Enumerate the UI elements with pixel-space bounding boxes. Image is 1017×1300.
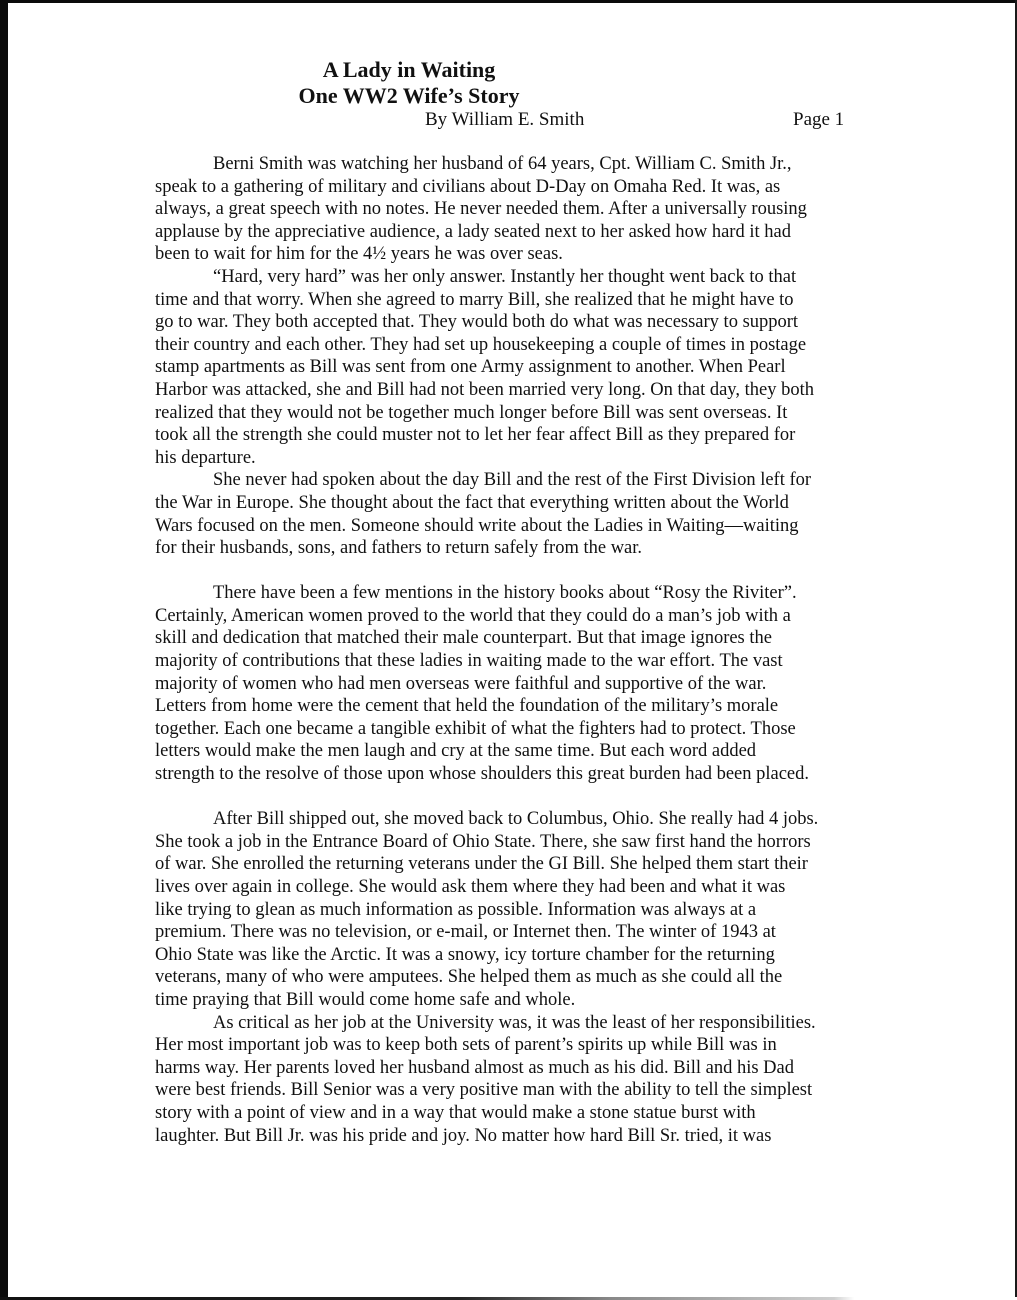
text-line: skill and dedication that matched their male counterpart. But that image ignores the <box>155 628 772 649</box>
text-line: the War in Europe. She thought about the fact that everything written about the World <box>155 492 789 513</box>
text-line: majority of contributions that these ladies in waiting made to the war effort. The vast <box>155 651 783 672</box>
text-line: Her most important job was to keep both sets of parent’s spirits up while Bill was in <box>155 1035 777 1056</box>
paragraph <box>155 266 867 469</box>
text-line: As critical as her job at the University was, it was the least of her responsibilities. <box>213 1012 816 1033</box>
author-byline: By William E. Smith <box>425 109 585 130</box>
text-line: harms way. Her parents loved her husband almost as much as his did. Bill and his Dad <box>155 1057 794 1078</box>
title-block <box>155 57 867 135</box>
text-line: been to wait for him for the 4½ years he was over seas. <box>155 244 563 265</box>
text-line: their country and each other. They had set up housekeeping a couple of times in postage <box>155 334 807 355</box>
text-line: She never had spoken about the day Bill and the rest of the First Division left for <box>213 470 812 491</box>
text-line: speak to a gathering of military and civilians about D-Day on Omaha Red. It was, as <box>155 176 781 197</box>
document-page <box>155 57 867 1146</box>
text-line: She took a job in the Entrance Board of Ohio State. There, she saw first hand the horrors <box>155 831 811 852</box>
text-line: of war. She enrolled the returning veterans under the GI Bill. She helped them start their <box>155 854 808 875</box>
text-line: There have been a few mentions in the history books about “Rosy the Riviter”. <box>213 583 797 604</box>
paragraph-gap <box>155 786 867 809</box>
text-line: took all the strength she could muster not to let her fear affect Bill as they prepared for <box>155 425 796 446</box>
paragraph <box>155 469 867 559</box>
text-line: time praying that Bill would come home safe and whole. <box>155 989 576 1010</box>
text-line: letters would make the men laugh and cry at the same time. But each word added <box>155 741 757 762</box>
paragraph <box>155 582 867 785</box>
paragraph-gap <box>155 560 867 583</box>
text-line: always, a great speech with no notes. He never needed them. After a universally rousing <box>155 199 807 220</box>
scan-border-left <box>0 0 8 1300</box>
scan-border-top <box>0 0 1017 3</box>
paragraph <box>155 1012 867 1148</box>
text-line: laughter. But Bill Jr. was his pride and joy. No matter how hard Bill Sr. tried, it was <box>155 1125 772 1146</box>
text-line: strength to the resolve of those upon whose shoulders this great burden had been placed. <box>155 764 810 785</box>
body-text <box>155 153 867 1147</box>
text-line: his departure. <box>155 447 256 468</box>
text-line: Harbor was attacked, she and Bill had not been married very long. On that day, they both <box>155 379 814 400</box>
text-line: for their husbands, sons, and fathers to return safely from the war. <box>155 538 643 559</box>
document-title: A Lady in Waiting <box>322 57 496 82</box>
paragraph <box>155 153 867 266</box>
text-line: “Hard, very hard” was her only answer. Instantly her thought went back to that <box>213 266 797 287</box>
text-line: lives over again in college. She would ask them where they had been and what it was <box>155 877 786 897</box>
page-number: Page 1 <box>793 109 845 130</box>
text-line: premium. There was no television, or e-mail, or Internet then. The winter of 1943 at <box>155 922 776 943</box>
text-line: Letters from home were the cement that held the foundation of the military’s morale <box>155 696 779 717</box>
text-line: go to war. They both accepted that. They would both do what was necessary to support <box>155 312 799 333</box>
text-line: applause by the appreciative audience, a lady seated next to her asked how hard it had <box>155 221 791 242</box>
text-line: Berni Smith was watching her husband of 64 years, Cpt. William C. Smith Jr., <box>213 154 792 174</box>
text-line: Certainly, American women proved to the world that they could do a man’s job with a <box>155 605 791 626</box>
document-subtitle: One WW2 Wife’s Story <box>298 83 520 108</box>
text-line: majority of women who had men overseas were faithful and supportive of the war. <box>155 673 767 694</box>
text-line: Ohio State was like the Arctic. It was a snowy, icy torture chamber for the returning <box>155 944 775 965</box>
text-line: together. Each one became a tangible exhibit of what the fighters had to protect. Those <box>155 718 796 739</box>
text-line: like trying to glean as much information as possible. Information was always at a <box>155 899 757 920</box>
text-line: story with a point of view and in a way that would make a stone statue burst with <box>155 1102 756 1123</box>
text-line: time and that worry. When she agreed to marry Bill, she realized that he might have to <box>155 289 794 310</box>
text-line: After Bill shipped out, she moved back to Columbus, Ohio. She really had 4 jobs. <box>213 809 819 830</box>
text-line: were best friends. Bill Senior was a very positive man with the ability to tell the simplest <box>155 1080 813 1101</box>
text-line: veterans, many of who were amputees. She helped them as much as she could all the <box>155 967 783 988</box>
paragraph <box>155 808 867 1011</box>
text-line: Wars focused on the men. Someone should write about the Ladies in Waiting—waiting <box>155 515 799 536</box>
text-line: stamp apartments as Bill was sent from one Army assignment to another. When Pearl <box>155 357 786 378</box>
text-line: realized that they would not be together much longer before Bill was sent overseas. It <box>155 402 788 423</box>
